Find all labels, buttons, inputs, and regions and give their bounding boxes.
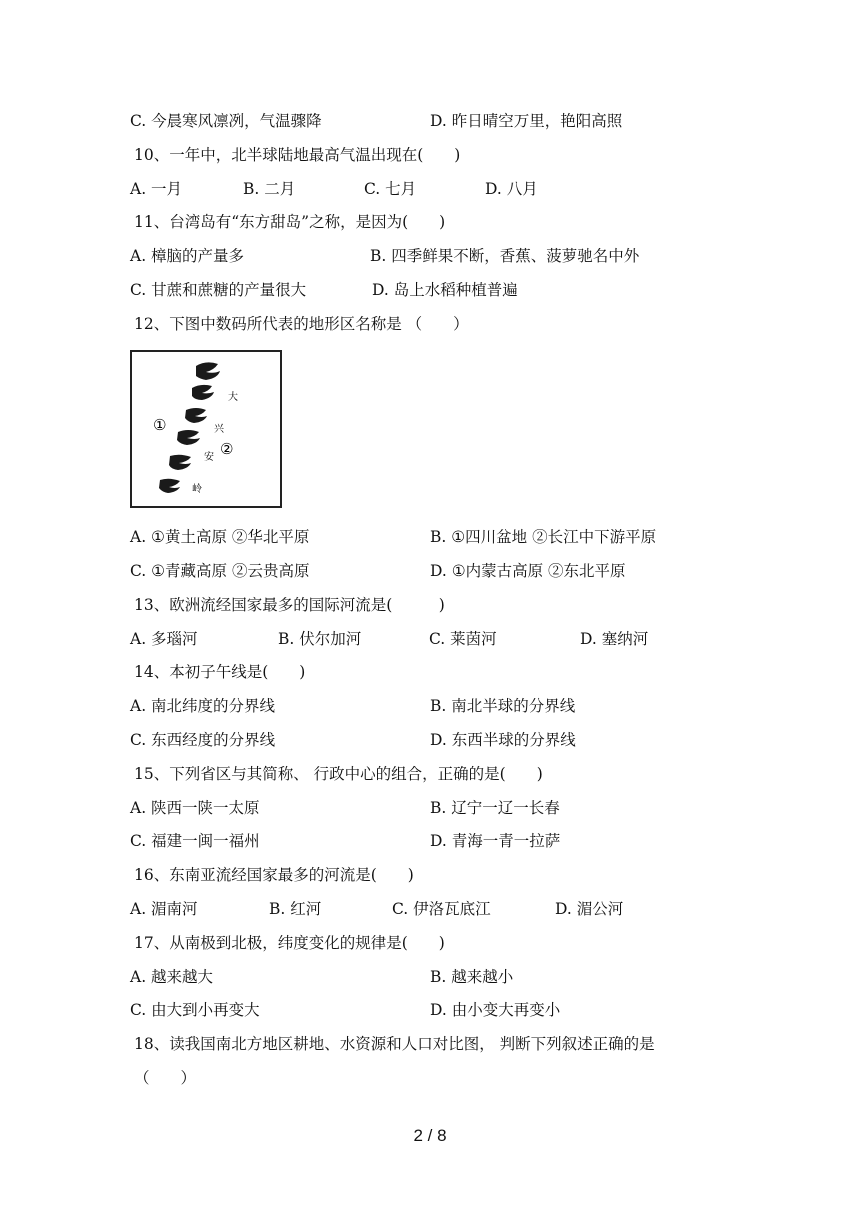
question-11: 11、台湾岛有“东方甜岛”之称，是因为( ) <box>134 213 446 231</box>
question-18: 18、读我国南北方地区耕地、水资源和人口对比图， 判断下列叙述正确的是 <box>134 1035 655 1053</box>
option-b: B. ①四川盆地 ②长江中下游平原 <box>430 528 657 546</box>
page-number: 2 / 8 <box>413 1126 447 1145</box>
option-c: C. 今晨寒风凛冽，气温骤降 <box>130 112 322 130</box>
map-char: 兴 <box>214 424 224 435</box>
option-a: A. 越来越大 <box>130 968 214 986</box>
option-d: D. 八月 <box>485 180 538 198</box>
option-d: D. 昨日晴空万里，艳阳高照 <box>430 112 623 130</box>
option-c: C. 东西经度的分界线 <box>130 731 276 749</box>
option-a: A. 一月 <box>130 180 183 198</box>
option-a: A. ①黄土高原 ②华北平原 <box>130 528 310 546</box>
option-c: C. 福建一闽一福州 <box>130 832 260 850</box>
answer-blank: （ ） <box>134 1069 197 1087</box>
option-a: A. 樟脑的产量多 <box>130 247 245 265</box>
option-c: C. 七月 <box>364 180 417 198</box>
question-14: 14、本初子午线是( ) <box>134 663 306 681</box>
option-d: D. 由小变大再变小 <box>430 1001 561 1019</box>
question-17: 17、从南极到北极，纬度变化的规律是( ) <box>134 934 445 952</box>
question-13: 13、欧洲流经国家最多的国际河流是( ) <box>134 596 445 614</box>
option-d: D. ①内蒙古高原 ②东北平原 <box>430 562 626 580</box>
map-char: 大 <box>228 392 238 403</box>
question-16: 16、东南亚流经国家最多的河流是( ) <box>134 866 414 884</box>
option-b: B. 红河 <box>269 900 322 918</box>
option-d: D. 岛上水稻种植普遍 <box>372 281 518 299</box>
question-15: 15、下列省区与其简称、 行政中心的组合，正确的是( ) <box>134 765 543 783</box>
question-10: 10、一年中，北半球陆地最高气温出现在( ) <box>134 146 461 164</box>
option-a: A. 南北纬度的分界线 <box>130 697 276 715</box>
option-d: D. 东西半球的分界线 <box>430 731 576 749</box>
option-d: D. 湄公河 <box>555 900 624 918</box>
option-c: C. ①青藏高原 ②云贵高原 <box>130 562 310 580</box>
option-a: A. 多瑙河 <box>130 630 198 648</box>
option-b: B. 南北半球的分界线 <box>430 697 576 715</box>
option-d: D. 青海一青一拉萨 <box>430 832 561 850</box>
mountain-range-icon <box>132 352 280 506</box>
option-a: A. 陕西一陕一太原 <box>130 799 260 817</box>
map-label-2: ② <box>220 440 234 458</box>
option-c: C. 由大到小再变大 <box>130 1001 260 1019</box>
map-char: 岭 <box>192 484 202 495</box>
option-c: C. 甘蔗和蔗糖的产量很大 <box>130 281 307 299</box>
question-12: 12、下图中数码所代表的地形区名称是 （ ） <box>134 315 469 333</box>
map-label-1: ① <box>153 416 167 434</box>
option-b: B. 二月 <box>243 180 296 198</box>
option-b: B. 四季鲜果不断，香蕉、菠萝驰名中外 <box>370 247 640 265</box>
option-c: C. 伊洛瓦底江 <box>392 900 491 918</box>
option-c: C. 莱茵河 <box>429 630 497 648</box>
option-b: B. 越来越小 <box>430 968 514 986</box>
option-d: D. 塞纳河 <box>580 630 649 648</box>
option-a: A. 湄南河 <box>130 900 198 918</box>
option-b: B. 伏尔加河 <box>278 630 362 648</box>
option-b: B. 辽宁一辽一长春 <box>430 799 560 817</box>
mountain-map-figure <box>130 350 282 508</box>
map-char: 安 <box>204 452 214 463</box>
